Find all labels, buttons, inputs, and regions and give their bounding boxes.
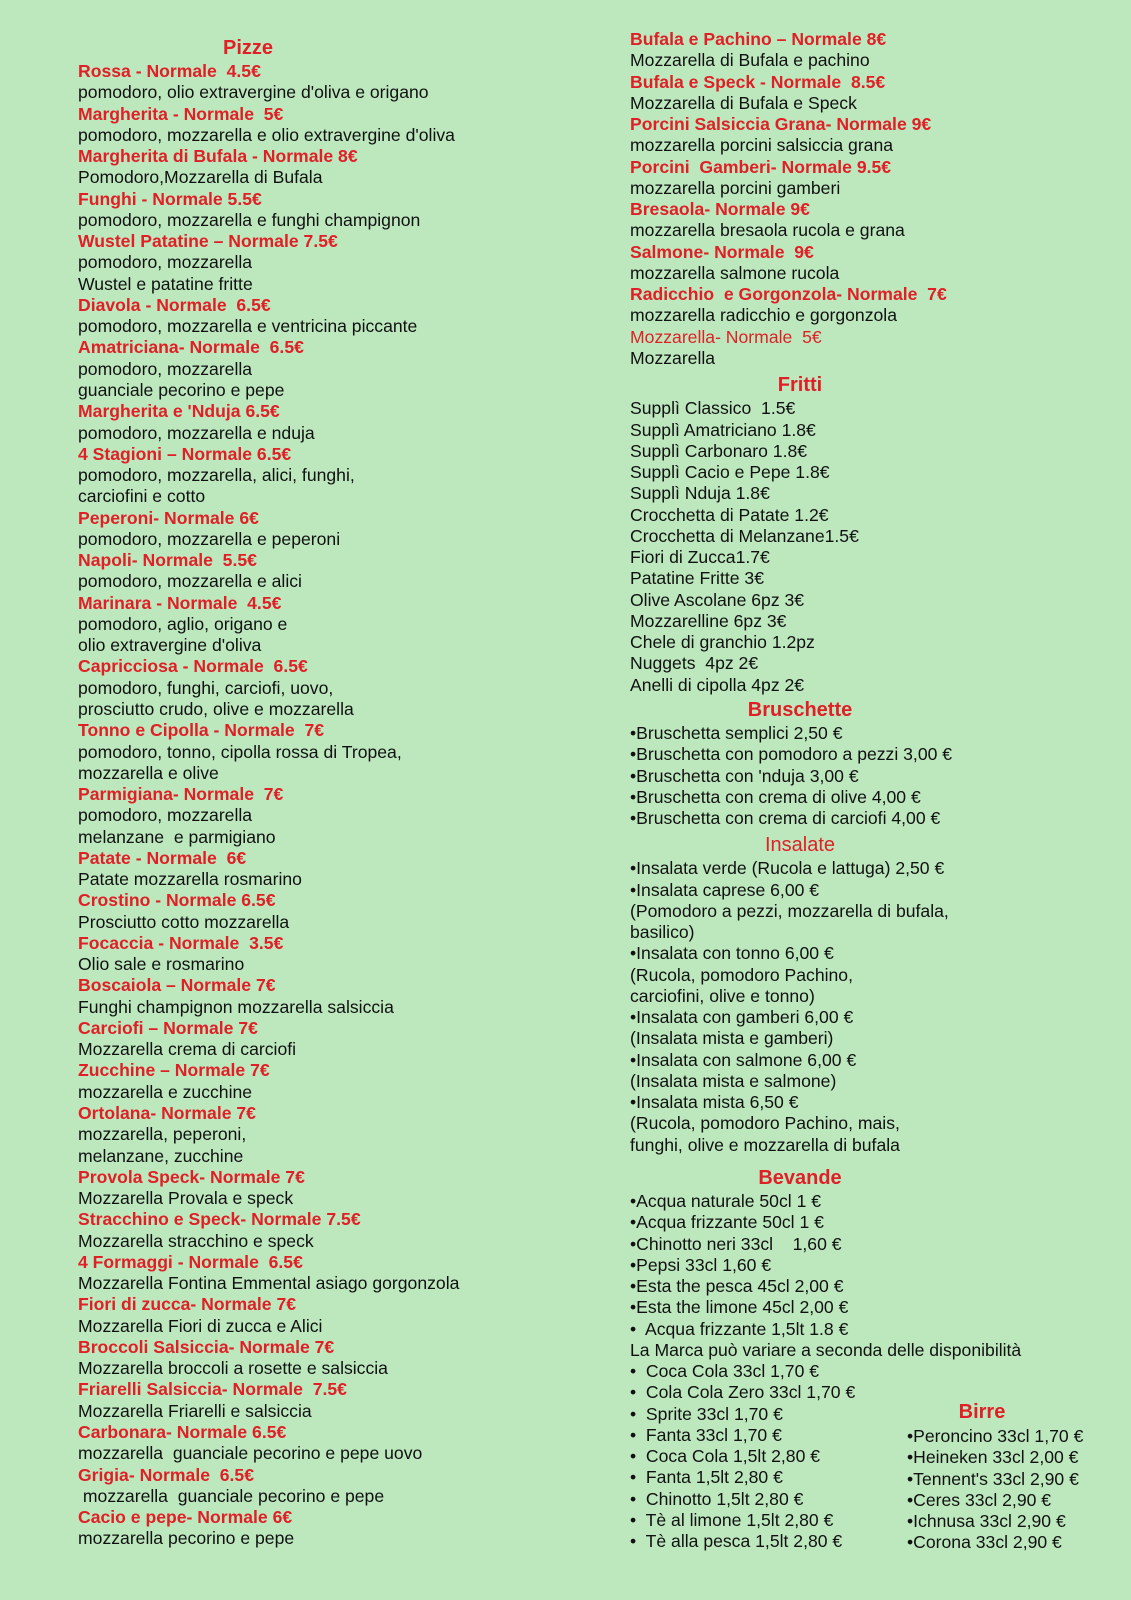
birra-item: •Peroncino 33cl 1,70 €: [907, 1426, 1084, 1446]
section-title-pizze: Pizze: [222, 37, 274, 59]
pizza-description: Pomodoro,Mozzarella di Bufala: [78, 167, 323, 188]
pizza-description: pomodoro, mozzarella e funghi champignon: [78, 209, 421, 230]
bruschetta-item: •Bruschetta con crema di olive 4,00 €: [630, 786, 921, 807]
bevanda-line: •Chinotto neri 33cl 1,60 €: [630, 1233, 842, 1254]
pizza-name: Carbonara- Normale 6.5€: [78, 1422, 287, 1442]
pizza-description: pomodoro, mozzarella, alici, funghi,: [78, 465, 355, 486]
pizza-description: Mozzarella di Bufala e pachino: [630, 50, 870, 71]
pizza-description: melanzane e parmigiano: [78, 826, 276, 847]
pizza-name: Parmigiana- Normale 7€: [78, 784, 284, 805]
birra-item: •Ichnusa 33cl 2,90 €: [907, 1511, 1066, 1532]
bevanda-line: • Sprite 33cl 1,70 €: [630, 1403, 783, 1424]
bevanda-line: • Acqua frizzante 1,5lt 1.8 €: [630, 1318, 849, 1339]
pizze-list-continued: [630, 29, 1110, 327]
birra-item: •Heineken 33cl 2,00 €: [907, 1447, 1079, 1468]
pizza-name: Ortolana- Normale 7€: [78, 1103, 256, 1124]
pizza-description: Mozzarella Friarelli e salsiccia: [78, 1400, 312, 1421]
pizza-name: Stracchino e Speck- Normale 7.5€: [78, 1209, 361, 1230]
pizza-name: Margherita di Bufala - Normale 8€: [78, 146, 358, 167]
pizza-description: guanciale pecorino e pepe: [78, 379, 285, 400]
pizza-name: Friarelli Salsiccia- Normale 7.5€: [78, 1379, 347, 1400]
pizza-description: pomodoro, funghi, carciofi, uovo,: [78, 677, 334, 698]
pizza-name: Bufala e Pachino – Normale 8€: [630, 29, 887, 49]
pizza-description: carciofini e cotto: [78, 486, 206, 507]
fritti-item: Fiori di Zucca1.7€: [630, 547, 770, 568]
bevanda-line: La Marca può variare a seconda delle disponibilità: [630, 1339, 1022, 1360]
pizza-description: Mozzarella Provala e speck: [78, 1188, 294, 1209]
bruschetta-item: •Bruschetta con 'nduja 3,00 €: [630, 765, 859, 786]
bruschetta-item: •Bruschetta con pomodoro a pezzi 3,00 €: [630, 744, 953, 765]
pizza-name: Crostino - Normale 6.5€: [78, 890, 276, 911]
insalata-line: •Insalata con tonno 6,00 €: [630, 943, 834, 964]
menu-left-column: [78, 36, 578, 1550]
pizza-description: olio extravergine d'oliva: [78, 635, 262, 656]
insalata-line: (Rucola, pomodoro Pachino, mais,: [630, 1113, 900, 1134]
pizza-description: Wustel e patatine fritte: [78, 273, 253, 294]
pizza-description: mozzarella radicchio e gorgonzola: [630, 305, 897, 326]
fritti-item: Supplì Carbonaro 1.8€: [630, 440, 808, 461]
pizza-name: Capricciosa - Normale 6.5€: [78, 656, 308, 677]
pizza-description: pomodoro, mozzarella: [78, 358, 253, 379]
pizza-name: Rossa - Normale 4.5€: [78, 61, 261, 81]
pizza-description: Mozzarella Fontina Emmental asiago gorgonzola: [78, 1273, 460, 1294]
pizza-description: mozzarella salmone rucola: [630, 262, 840, 283]
fritti-item: Olive Ascolane 6pz 3€: [630, 589, 805, 610]
bevanda-line: •Acqua frizzante 50cl 1 €: [630, 1212, 824, 1233]
pizza-description: pomodoro, mozzarella e nduja: [78, 422, 315, 443]
fritti-item: Supplì Cacio e Pepe 1.8€: [630, 462, 830, 483]
menu-right-column: [630, 29, 1110, 1553]
pizza-description: pomodoro, mozzarella: [78, 805, 253, 826]
pizza-name: Provola Speck- Normale 7€: [78, 1166, 305, 1187]
pizza-description: pomodoro, mozzarella e ventricina piccante: [78, 316, 418, 337]
pizza-description: prosciutto crudo, olive e mozzarella: [78, 698, 354, 719]
pizza-name: Bufala e Speck - Normale 8.5€: [630, 71, 886, 92]
pizza-name: 4 Stagioni – Normale 6.5€: [78, 443, 292, 464]
fritti-item: Anelli di cipolla 4pz 2€: [630, 674, 805, 695]
bevanda-line: •Acqua naturale 50cl 1 €: [630, 1191, 822, 1212]
pizza-description: Olio sale e rosmarino: [78, 954, 245, 975]
bevanda-line: •Esta the limone 45cl 2,00 €: [630, 1297, 849, 1318]
pizza-name: Napoli- Normale 5.5€: [78, 550, 257, 571]
insalata-line: •Insalata con gamberi 6,00 €: [630, 1007, 854, 1028]
bruschette-list: [630, 723, 1110, 829]
bevanda-line: • Coca Cola 33cl 1,70 €: [630, 1361, 820, 1382]
pizza-description: Patate mozzarella rosmarino: [78, 869, 302, 890]
pizza-description: melanzane, zucchine: [78, 1145, 244, 1166]
pizza-description: pomodoro, tonno, cipolla rossa di Tropea,: [78, 741, 402, 762]
menu-item-description: Mozzarella: [630, 347, 716, 368]
section-title-fritti: Fritti: [777, 374, 823, 397]
pizza-description: Funghi champignon mozzarella salsiccia: [78, 996, 394, 1017]
insalata-line: (Pomodoro a pezzi, mozzarella di bufala,: [630, 900, 949, 921]
insalata-line: funghi, olive e mozzarella di bufala: [630, 1134, 900, 1155]
fritti-item: Nuggets 4pz 2€: [630, 653, 759, 674]
fritti-item: Supplì Amatriciano 1.8€: [630, 419, 816, 440]
pizza-name: Radicchio e Gorgonzola- Normale 7€: [630, 284, 947, 305]
pizza-name: Margherita e 'Nduja 6.5€: [78, 401, 280, 422]
bevanda-line: • Coca Cola 1,5lt 2,80 €: [630, 1446, 821, 1467]
pizza-name: Patate - Normale 6€: [78, 847, 247, 868]
pizza-name: Tonno e Cipolla - Normale 7€: [78, 720, 325, 741]
birra-item: •Corona 33cl 2,90 €: [907, 1532, 1062, 1553]
pizza-name: Diavola - Normale 6.5€: [78, 294, 271, 315]
pizza-name: Porcini Salsiccia Grana- Normale 9€: [630, 114, 932, 135]
bevanda-line: • Tè al limone 1,5lt 2,80 €: [630, 1510, 834, 1530]
pizza-name: Carciofi – Normale 7€: [78, 1017, 258, 1038]
bruschetta-item: •Bruschetta semplici 2,50 €: [630, 722, 843, 743]
pizza-name: Boscaiola – Normale 7€: [78, 975, 276, 996]
bevanda-line: • Fanta 1,5lt 2,80 €: [630, 1467, 783, 1488]
fritti-item: Chele di granchio 1.2pz: [630, 632, 815, 653]
insalata-line: •Insalata con salmone 6,00 €: [630, 1049, 857, 1070]
fritti-item: Mozzarelline 6pz 3€: [630, 610, 787, 631]
fritti-list: [630, 398, 1110, 696]
fritti-item: Supplì Nduja 1.8€: [630, 483, 770, 504]
pizza-description: Mozzarella stracchino e speck: [78, 1230, 314, 1251]
section-title-bruschette: Bruschette: [747, 698, 853, 721]
pizza-description: pomodoro, mozzarella e olio extravergine d'oliva: [78, 124, 455, 145]
pizze-list: [78, 61, 578, 1550]
insalata-line: •Insalata caprese 6,00 €: [630, 879, 820, 900]
pizza-description: mozzarella e zucchine: [78, 1081, 253, 1102]
section-title-birre: Birre: [958, 1401, 1006, 1423]
pizza-description: mozzarella guanciale pecorino e pepe: [78, 1485, 385, 1506]
fritti-item: Crocchetta di Melanzane1.5€: [630, 525, 859, 546]
birre-list: [907, 1426, 1127, 1554]
pizza-name: Marinara - Normale 4.5€: [78, 592, 282, 613]
pizza-description: mozzarella porcini salsiccia grana: [630, 135, 894, 156]
pizza-name: Peperoni- Normale 6€: [78, 507, 259, 528]
birra-item: •Tennent's 33cl 2,90 €: [907, 1468, 1079, 1489]
bevanda-line: •Pepsi 33cl 1,60 €: [630, 1254, 772, 1275]
pizza-description: mozzarella guanciale pecorino e pepe uovo: [78, 1443, 423, 1464]
insalata-line: (Insalata mista e gamberi): [630, 1028, 834, 1049]
pizza-name: Porcini Gamberi- Normale 9.5€: [630, 156, 892, 177]
fritti-item: Patatine Fritte 3€: [630, 568, 764, 589]
pizza-description: Mozzarella di Bufala e Speck: [630, 92, 857, 113]
pizza-description: pomodoro, aglio, origano e: [78, 613, 288, 634]
section-title-insalate: Insalate: [764, 834, 836, 857]
pizza-name: Amatriciana- Normale 6.5€: [78, 337, 304, 358]
insalata-line: (Insalata mista e salmone): [630, 1070, 837, 1091]
pizza-description: mozzarella porcini gamberi: [630, 177, 841, 198]
insalata-line: •Insalata mista 6,50 €: [630, 1092, 799, 1113]
insalata-line: basilico): [630, 922, 695, 943]
pizza-description: Prosciutto cotto mozzarella: [78, 911, 290, 932]
menu-item-name: Mozzarella- Normale 5€: [630, 326, 822, 347]
pizza-description: mozzarella, peperoni,: [78, 1124, 247, 1145]
pizza-name: Fiori di zucca- Normale 7€: [78, 1294, 297, 1315]
bevanda-line: • Cola Cola Zero 33cl 1,70 €: [630, 1382, 856, 1403]
pizza-description: mozzarella e olive: [78, 762, 219, 783]
birra-item: •Ceres 33cl 2,90 €: [907, 1489, 1052, 1510]
pizza-description: pomodoro, mozzarella: [78, 252, 253, 273]
bevanda-line: • Tè alla pesca 1,5lt 2,80 €: [630, 1531, 843, 1552]
insalata-line: •Insalata verde (Rucola e lattuga) 2,50 €: [630, 858, 945, 879]
pizza-name: Funghi - Normale 5.5€: [78, 188, 262, 209]
pizza-name: Salmone- Normale 9€: [630, 241, 814, 262]
birre-section: [907, 1400, 1127, 1554]
pizza-name: 4 Formaggi - Normale 6.5€: [78, 1251, 303, 1272]
fritti-item: Supplì Classico 1.5€: [630, 398, 796, 419]
pizza-name: Cacio e pepe- Normale 6€: [78, 1507, 293, 1528]
section-title-bevande: Bevande: [758, 1167, 842, 1190]
fritti-item: Crocchetta di Patate 1.2€: [630, 504, 829, 525]
pizza-description: mozzarella pecorino e pepe: [78, 1528, 295, 1549]
pizza-description: mozzarella bresaola rucola e grana: [630, 220, 905, 241]
insalate-list: [630, 858, 1110, 1156]
bevanda-line: • Chinotto 1,5lt 2,80 €: [630, 1488, 804, 1509]
pizza-description: pomodoro, mozzarella e alici: [78, 571, 302, 592]
pizza-name: Wustel Patatine – Normale 7.5€: [78, 231, 338, 252]
bevanda-line: •Esta the pesca 45cl 2,00 €: [630, 1276, 844, 1297]
pizza-description: Mozzarella Fiori di zucca e Alici: [78, 1315, 323, 1336]
pizza-name: Zucchine – Normale 7€: [78, 1060, 270, 1081]
insalata-line: (Rucola, pomodoro Pachino,: [630, 964, 853, 985]
bruschetta-item: •Bruschetta con crema di carciofi 4,00 €: [630, 808, 941, 829]
pizza-name: Broccoli Salsiccia- Normale 7€: [78, 1336, 335, 1357]
insalata-line: carciofini, olive e tonno): [630, 985, 815, 1006]
pizza-description: Mozzarella broccoli a rosette e salsiccia: [78, 1358, 388, 1379]
pizza-name: Grigia- Normale 6.5€: [78, 1464, 255, 1485]
bevanda-line: • Fanta 33cl 1,70 €: [630, 1424, 782, 1445]
pizza-name: Margherita - Normale 5€: [78, 103, 284, 124]
pizza-name: Bresaola- Normale 9€: [630, 199, 810, 220]
pizza-description: Mozzarella crema di carciofi: [78, 1039, 297, 1060]
pizza-name: Focaccia - Normale 3.5€: [78, 932, 284, 953]
pizza-description: pomodoro, olio extravergine d'oliva e origano: [78, 82, 429, 103]
pizza-description: pomodoro, mozzarella e peperoni: [78, 528, 341, 549]
